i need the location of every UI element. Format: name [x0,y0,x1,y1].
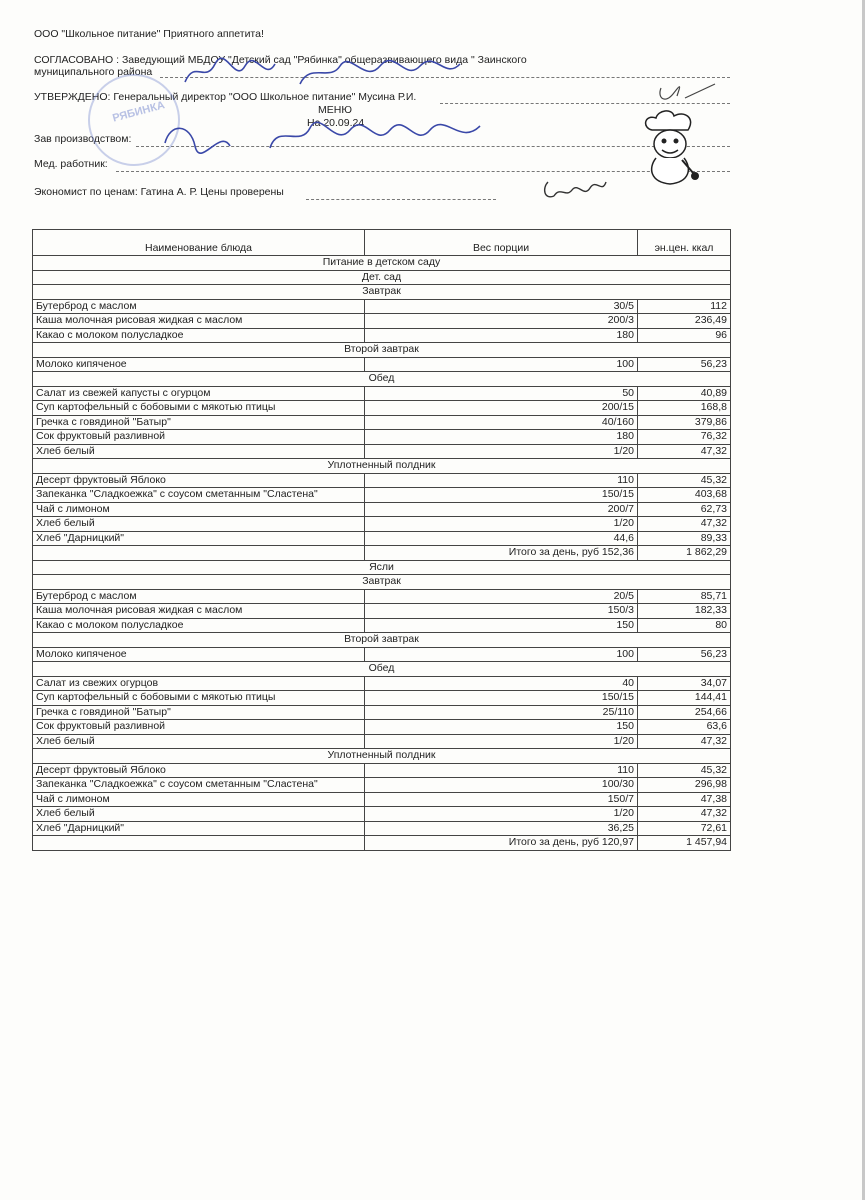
weight-cell: 200/3 [365,314,638,329]
dish-name-cell: Бутерброд с маслом [33,589,365,604]
section-row [33,459,731,474]
dish-name-cell: Десерт фруктовый Яблоко [33,473,365,488]
table-row [33,792,731,807]
table-row [33,415,731,430]
dish-name-cell: Какао с молоком полусладкое [33,328,365,343]
weight-cell: Итого за день, руб 120,97 [365,836,638,851]
section-row [33,343,731,358]
kcal-cell: 96 [638,328,731,343]
agreed-line-2: муниципального района [34,66,153,78]
kcal-cell: 236,49 [638,314,731,329]
kcal-cell: 1 862,29 [638,546,731,561]
weight-cell: 100 [365,647,638,662]
section-row [33,749,731,764]
production-head-label: Зав производством: [34,133,132,145]
kcal-cell: 47,32 [638,517,731,532]
table-row [33,299,731,314]
menu-title: МЕНЮ [318,104,352,116]
table-row [33,720,731,735]
dish-name-cell: Хлеб белый [33,517,365,532]
weight-cell: 40 [365,676,638,691]
column-header-kcal: эн.цен. ккал [638,230,731,256]
table-row [33,778,731,793]
handwritten-signature [540,176,610,204]
kcal-cell: 40,89 [638,386,731,401]
table-row [33,618,731,633]
menu-table [32,229,731,851]
kcal-cell: 45,32 [638,763,731,778]
dish-name-cell: Хлеб белый [33,444,365,459]
dish-name-cell: Бутерброд с маслом [33,299,365,314]
table-row [33,734,731,749]
weight-cell: 36,25 [365,821,638,836]
kcal-cell: 72,61 [638,821,731,836]
section-row [33,270,731,285]
section-label: Уплотненный полдник [33,749,731,764]
weight-cell: 150/3 [365,604,638,619]
weight-cell: 150/7 [365,792,638,807]
table-row [33,517,731,532]
weight-cell: 30/5 [365,299,638,314]
section-label: Второй завтрак [33,343,731,358]
dish-name-cell [33,546,365,561]
table-row [33,430,731,445]
table-row [33,763,731,778]
dish-name-cell: Сок фруктовый разливной [33,430,365,445]
weight-cell: 180 [365,430,638,445]
dish-name-cell: Салат из свежих огурцов [33,676,365,691]
dish-name-cell: Суп картофельный с бобовыми с мякотью птицы [33,401,365,416]
dish-name-cell: Какао с молоком полусладкое [33,618,365,633]
dish-name-cell: Каша молочная рисовая жидкая с маслом [33,314,365,329]
section-row [33,633,731,648]
dish-name-cell: Гречка с говядиной "Батыр" [33,705,365,720]
weight-cell: 150/15 [365,488,638,503]
table-row [33,488,731,503]
kcal-cell: 1 457,94 [638,836,731,851]
stamp-text: РЯБИНКА [111,99,167,125]
kcal-cell: 403,68 [638,488,731,503]
weight-cell: 110 [365,763,638,778]
section-label: Ясли [33,560,731,575]
agreed-line: СОГЛАСОВАНО : Заведующий МБДОУ "Детский сад "Рябинка" общеразвивающего вида " Заинского [34,54,527,66]
weight-cell: 25/110 [365,705,638,720]
kcal-cell: 144,41 [638,691,731,706]
kcal-cell: 379,86 [638,415,731,430]
section-label: Второй завтрак [33,633,731,648]
weight-cell: Итого за день, руб 152,36 [365,546,638,561]
section-row [33,575,731,590]
weight-cell: 1/20 [365,444,638,459]
kcal-cell: 45,32 [638,473,731,488]
table-row [33,807,731,822]
table-row [33,473,731,488]
column-header-dish: Наименование блюда [33,230,365,256]
menu-date: На 20.09.24 [307,117,365,129]
table-row [33,821,731,836]
section-label: Завтрак [33,285,731,300]
dish-name-cell: Суп картофельный с бобовыми с мякотью птицы [33,691,365,706]
dish-name-cell: Десерт фруктовый Яблоко [33,763,365,778]
handwritten-signature [180,54,480,90]
economist-line: Экономист по ценам: Гатина А. Р. Цены проверены [34,186,284,198]
chef-logo [638,108,702,188]
kcal-cell: 182,33 [638,604,731,619]
table-row [33,401,731,416]
weight-cell: 100 [365,357,638,372]
section-label: Дет. сад [33,270,731,285]
section-row [33,372,731,387]
section-row [33,560,731,575]
section-label: Обед [33,372,731,387]
weight-cell: 50 [365,386,638,401]
section-label: Обед [33,662,731,677]
table-header-row [33,230,731,256]
total-row [33,546,731,561]
kcal-cell: 168,8 [638,401,731,416]
section-label: Уплотненный полдник [33,459,731,474]
weight-cell: 100/30 [365,778,638,793]
dish-name-cell: Чай с лимоном [33,502,365,517]
weight-cell: 200/7 [365,502,638,517]
table-row [33,647,731,662]
weight-cell: 40/160 [365,415,638,430]
kcal-cell: 112 [638,299,731,314]
kcal-cell: 80 [638,618,731,633]
dish-name-cell: Чай с лимоном [33,792,365,807]
table-row [33,357,731,372]
table-row [33,502,731,517]
weight-cell: 180 [365,328,638,343]
kcal-cell: 56,23 [638,357,731,372]
table-row [33,676,731,691]
kcal-cell: 47,32 [638,444,731,459]
handwritten-signature [160,118,500,158]
section-row [33,662,731,677]
kcal-cell: 62,73 [638,502,731,517]
column-header-weight: Вес порции [365,230,638,256]
section-label: Питание в детском саду [33,256,731,271]
table-row [33,314,731,329]
weight-cell: 1/20 [365,734,638,749]
table-row [33,604,731,619]
approved-line: УТВЕРЖДЕНО: Генеральный директор "ООО Школьное питание" Мусина Р.И. [34,91,417,103]
kcal-cell: 56,23 [638,647,731,662]
dish-name-cell: Хлеб белый [33,734,365,749]
kcal-cell: 254,66 [638,705,731,720]
kcal-cell: 296,98 [638,778,731,793]
table-row [33,705,731,720]
dish-name-cell: Хлеб "Дарницкий" [33,821,365,836]
weight-cell: 150/15 [365,691,638,706]
kcal-cell: 34,07 [638,676,731,691]
section-label: Завтрак [33,575,731,590]
handwritten-signature [655,78,725,108]
kcal-cell: 63,6 [638,720,731,735]
weight-cell: 44,6 [365,531,638,546]
weight-cell: 110 [365,473,638,488]
dish-name-cell: Каша молочная рисовая жидкая с маслом [33,604,365,619]
table-row [33,531,731,546]
dish-name-cell: Молоко кипяченое [33,357,365,372]
kcal-cell: 76,32 [638,430,731,445]
table-row [33,691,731,706]
dish-name-cell [33,836,365,851]
kcal-cell: 47,32 [638,734,731,749]
section-row [33,256,731,271]
kcal-cell: 85,71 [638,589,731,604]
dish-name-cell: Молоко кипяченое [33,647,365,662]
weight-cell: 150 [365,618,638,633]
medic-label: Мед. работник: [34,158,108,170]
weight-cell: 200/15 [365,401,638,416]
dish-name-cell: Запеканка "Сладкоежка" с соусом сметанным "Сластена" [33,778,365,793]
kcal-cell: 47,32 [638,807,731,822]
dish-name-cell: Хлеб белый [33,807,365,822]
table-row [33,444,731,459]
table-row [33,328,731,343]
section-row [33,285,731,300]
table-row [33,589,731,604]
table-row [33,386,731,401]
signature-line [306,199,496,200]
kcal-cell: 89,33 [638,531,731,546]
dish-name-cell: Салат из свежей капусты с огурцом [33,386,365,401]
weight-cell: 20/5 [365,589,638,604]
weight-cell: 150 [365,720,638,735]
org-line: ООО "Школьное питание" Приятного аппетита! [34,28,264,40]
weight-cell: 1/20 [365,517,638,532]
total-row [33,836,731,851]
dish-name-cell: Хлеб "Дарницкий" [33,531,365,546]
dish-name-cell: Запеканка "Сладкоежка" с соусом сметанным "Сластена" [33,488,365,503]
kcal-cell: 47,38 [638,792,731,807]
weight-cell: 1/20 [365,807,638,822]
dish-name-cell: Сок фруктовый разливной [33,720,365,735]
dish-name-cell: Гречка с говядиной "Батыр" [33,415,365,430]
